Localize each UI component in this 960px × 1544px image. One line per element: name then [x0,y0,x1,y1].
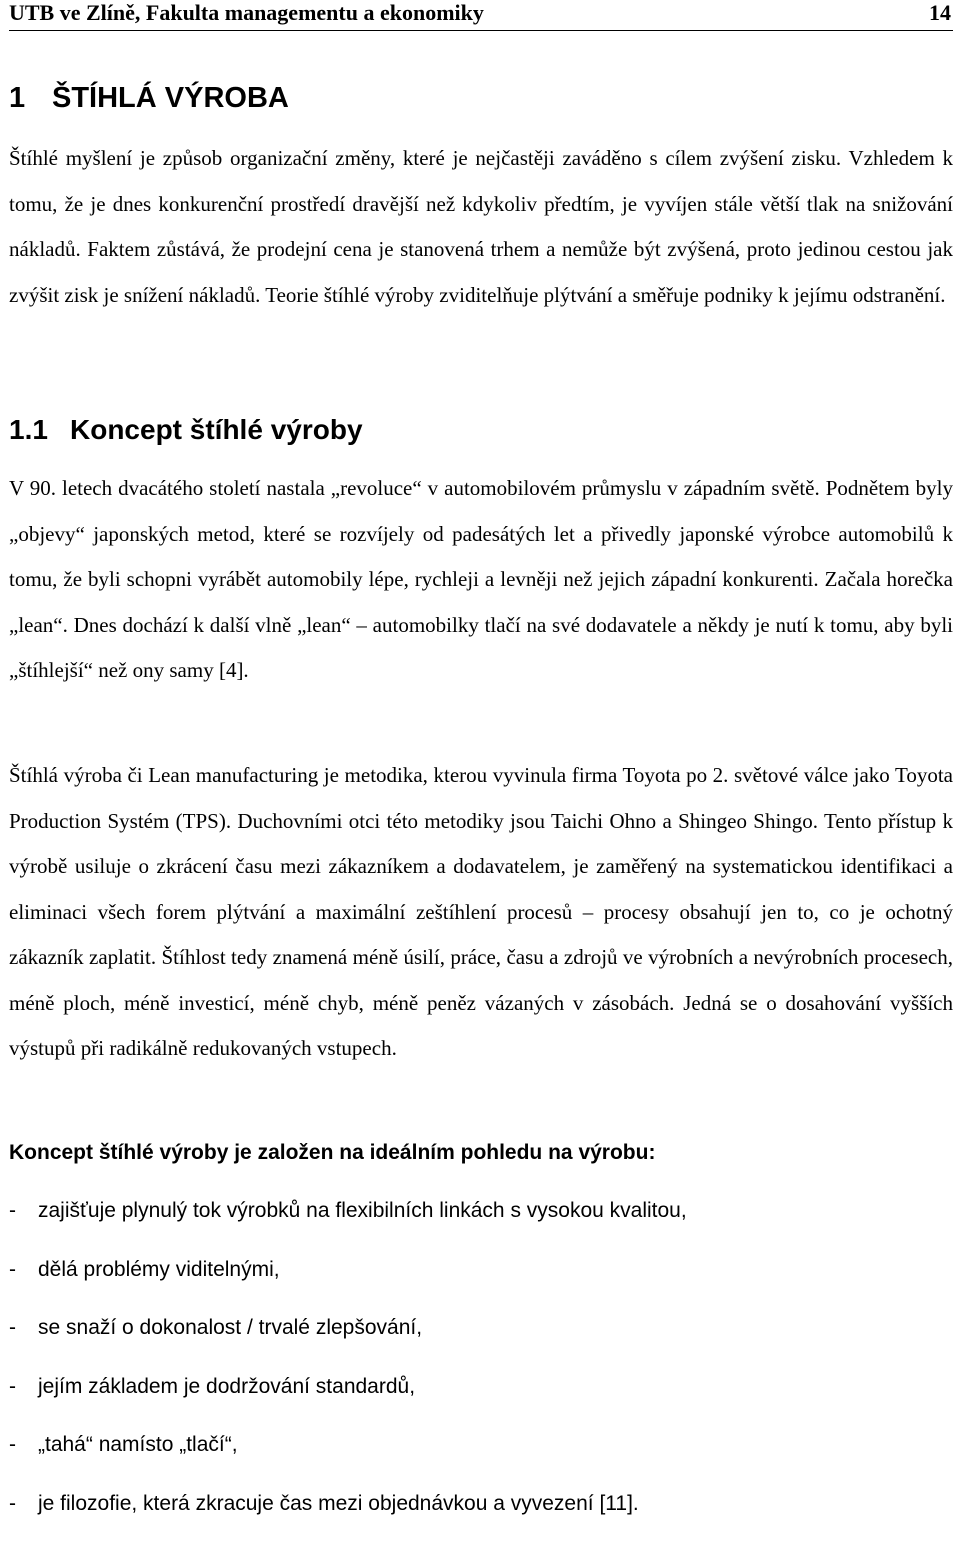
list-item [9,1486,687,1544]
header-title: UTB ve Zlíně, Fakulta managementu a ekonomiky [9,0,484,26]
list-dash: - [9,1486,38,1522]
list-dash: - [9,1369,38,1405]
section-heading [9,412,363,448]
list-dash: - [9,1252,38,1288]
intro-paragraph: Štíhlé myšlení je způsob organizační změny, které je nejčastěji zaváděno s cílem zvýšení zisku. Vzhledem k tomu, že je dnes konkurenční prostředí dravější než kdykoliv předtím, je vyvíjen stále větší tlak na snižování nákladů. Faktem zůstává, že prodejní cena je stanovená trhem a nemůže být zvýšená, proto jedinou cestou jak zvýšit zisk je snížení nákladů. Teorie štíhlé výroby zviditelňuje plýtvání a směřuje podniky k jejímu odstranění. [9,136,953,318]
section-number: 1.1 [9,412,70,448]
list-item-text: se snaží o dokonalost / trvalé zlepšování, [38,1316,422,1339]
chapter-number: 1 [9,80,52,116]
toyota-paragraph: Štíhlá výroba či Lean manufacturing je metodika, kterou vyvinula firma Toyota po 2. světové válce jako Toyota Production Systém (TPS). Duchovními otci této metodiky jsou Taichi Ohno a Shingeo Shingo. Tento přístup k výrobě usiluje o zkrácení času mezi zákazníkem a dodavatelem, je zaměřený na systematickou identifikaci a eliminaci všech forem plýtvání a maximální zeštíhlení procesů – procesy obsahují jen to, co je ochotný zákazník zaplatit. Štíhlost tedy znamená méně úsilí, práce, času a zdrojů ve výrobních a nevýrobních procesech, méně ploch, méně investicí, méně chyb, méně peněz vázaných v zásobách. Jedná se o dosahování vyšších výstupů při radikálně redukovaných vstupech. [9,753,953,1072]
list-item [9,1310,687,1369]
chapter-heading [9,80,289,116]
list-item-text: zajišťuje plynulý tok výrobků na flexibilních linkách s vysokou kvalitou, [38,1199,687,1222]
list-item [9,1427,687,1486]
list-dash: - [9,1427,38,1463]
list-item-text: je filozofie, která zkracuje čas mezi objednávkou a vyvezení [11]. [38,1492,639,1515]
section-title: Koncept štíhlé výroby [70,414,363,445]
list-item-text: dělá problémy viditelnými, [38,1258,280,1281]
list-item-text: jejím základem je dodržování standardů, [38,1375,415,1398]
concept-list [9,1193,687,1544]
list-item-text: „tahá“ namísto „tlačí“, [38,1433,238,1456]
list-dash: - [9,1193,38,1229]
list-item [9,1369,687,1428]
list-lead: Koncept štíhlé výroby je založen na ideálním pohledu na výrobu: [9,1135,655,1171]
list-dash: - [9,1310,38,1346]
chapter-title: ŠTÍHLÁ VÝROBA [52,82,289,114]
revolution-paragraph: V 90. letech dvacátého století nastala „revoluce“ v automobilovém průmyslu v západním světě. Podnětem byly „objevy“ japonských metod, které se rozvíjely od padesátých let a přivedly japonské výrobce automobilů k tomu, že byli schopni vyrábět automobily lépe, rychleji a levněji než jejich západní konkurenti. Začala horečka „lean“. Dnes dochází k další vlně „lean“ – automobilky tlačí na své dodavatele a někdy je nutí k tomu, aby byli „štíhlejší“ než ony samy [4]. [9,466,953,694]
list-item [9,1252,687,1311]
list-item [9,1193,687,1252]
page-number: 14 [929,0,951,26]
running-header [9,0,953,31]
